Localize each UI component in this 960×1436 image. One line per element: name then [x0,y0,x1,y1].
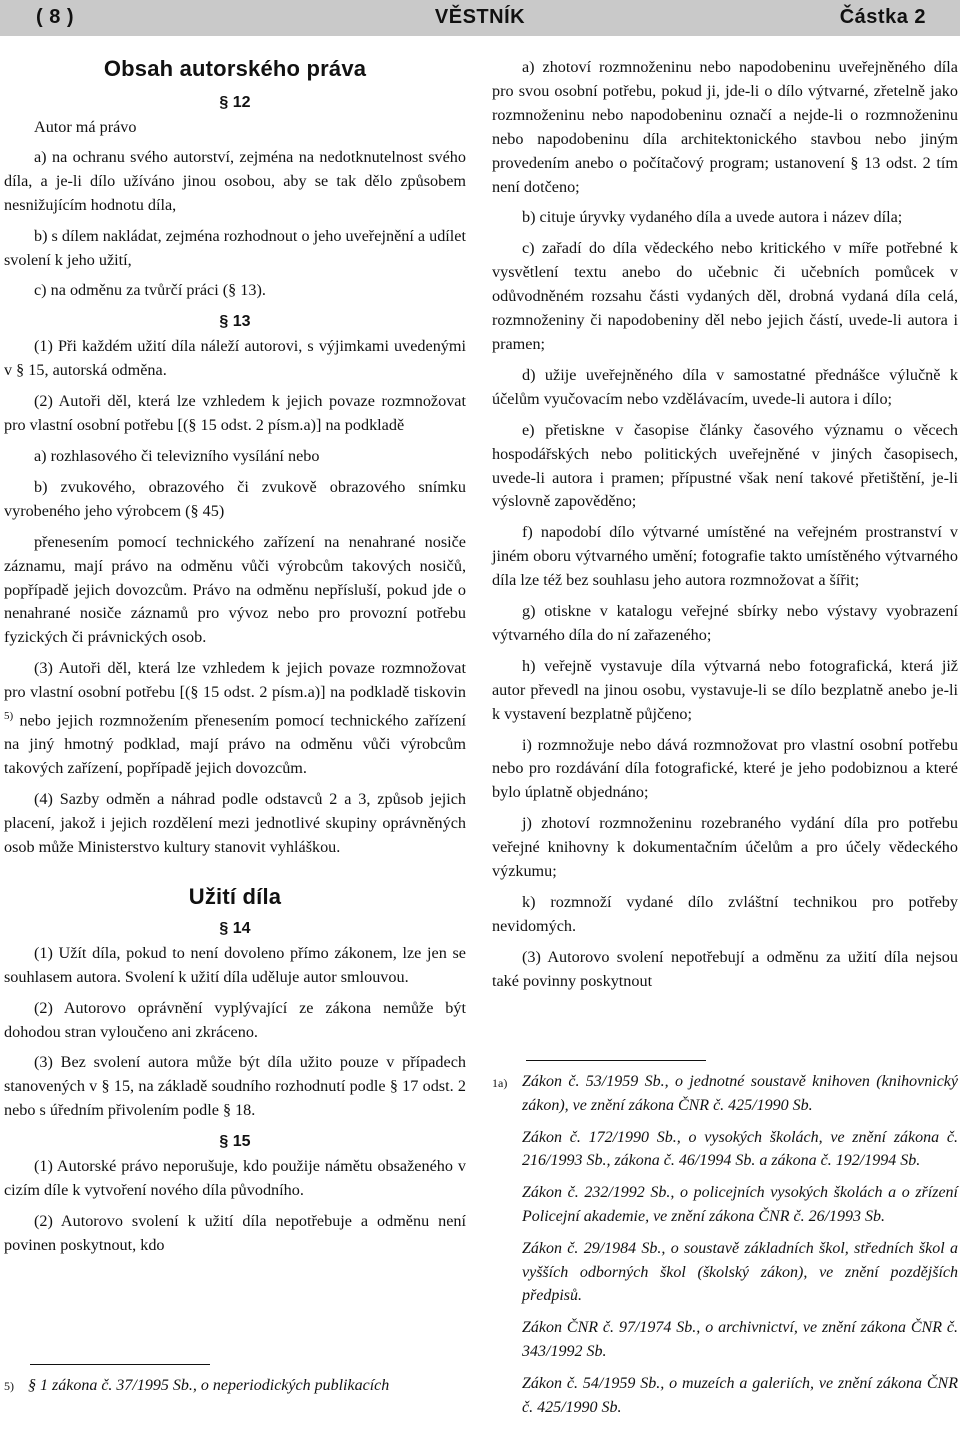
s12-heading: Autor má právo [34,118,137,136]
footnote-item: Zákon č. 53/1959 Sb., o jednotné soustavě knihoven (knihovnický zákon), ve znění zákona ČNR č. 425/1990 Sb. [522,1073,958,1114]
s15-item-b: b) cituje úryvky vydaného díla a uvede autora i název díla; [522,208,903,227]
footnote-mark-5: 5) [4,1379,14,1393]
s13-p1: (1) Při každém užití díla náleží autorovi, s výjimkami uvedenými v § 15, autorská odměna. [4,337,466,380]
page-number: ( 8 ) [36,6,75,28]
s14-p1: (1) Užít díla, pokud to není dovoleno přímo zákonem, lze jen se souhlasem autora. Svolení k užití díla uděluje autor smlouvou. [4,943,466,986]
footnote-item: Zákon č. 29/1984 Sb., o soustavě základních škol, středních škol a vyšších odborných škol (školský zákon), ve znění pozdějších předpisů. [522,1239,958,1305]
footnote-mark-1a: 1a) [492,1076,508,1090]
footnote-left [4,1374,466,1399]
s13-p3-text-start: (3) Autoři děl, která lze vzhledem k jejich povaze rozmnožovat pro vlastní osobní potřebu [(§ 15 odst. 2 písm.a)] na podkladě tiskovin [4,659,466,702]
s13-p3 [4,657,466,781]
s15-item-d: d) užije uveřejněného díla v samostatné přednášce výlučně k účelům vyučovacím nebo vzdělávacím, uvede-li autora i dílo; [492,365,958,408]
s13-p4: (4) Sazby odměn a náhrad podle odstavců 2 a 3, způsob jejich placení, jakož i jejich rozdělení mezi jednotlivé skupiny oprávněných osob může Ministerstvo kultury stanovit vyhláškou. [4,790,466,856]
footnote-right [492,1070,958,1427]
footnote-rule-left [30,1364,210,1365]
s15-item-g: g) otiskne v katalogu veřejné sbírky nebo výstavy vyobrazení výtvarného díla do ní zařazeného; [492,602,958,644]
section-title: Obsah autorského práva [103,56,367,81]
s15-p2: (2) Autorovo svolení k užití díla nepotřebuje a odměnu není povinen poskytnout, kdo [4,1212,466,1254]
issue-label: Částka 2 [839,6,926,28]
s15-item-a: a) zhotoví rozmnoženinu nebo napodobeninu uveřejněného díla pro svou osobní potřebu, pokud ji, jde-li o dílo výtvarné, zřetelně jako rozmnoženinu nebo napodobeninu označí a nejde-li o rozmnoženinu nebo napodobeninu díla architektonického stavbou nebo jiným provedením anebo o počítačový program; ustanovení § 13 odst. 2 tím není dotčeno; [492,58,958,196]
s15-item-f: f) napodobí dílo výtvarné umístěné na veřejném prostranství v jiném oboru výtvarného umění; fotografie takto umístěného výtvarného díla lze též bez souhlasu jeho autora rozmnožovat a šířit; [492,523,958,590]
paragraph-number-12: § 12 [219,94,251,111]
s13-p2a: a) rozhlasového či televizního vysílání nebo [34,446,320,465]
s15-item-i: i) rozmnožuje nebo dává rozmnožovat pro vlastní osobní potřebu nebo pro rozdávání díla fotografické, které je jeho podobiznou a které bylo úplatně objednáno; [492,735,958,802]
footnote-item: Zákon č. 54/1959 Sb., o muzeích a galeriích, ve znění zákona ČNR č. 425/1990 Sb. [522,1374,958,1416]
section-title-2: Užití díla [188,883,282,909]
page-header [0,0,960,36]
s12-item-b: b) s dílem nakládat, zejména rozhodnout o jeho uveřejnění a udílet svolení k jeho užití, [4,226,466,269]
publication-title: VĚSTNÍK [434,6,526,28]
footnote-text-5: § 1 zákona č. 37/1995 Sb., o neperiodických publikacích [28,1377,390,1394]
footnote-item: Zákon ČNR č. 97/1974 Sb., o archivnictví, ve znění zákona ČNR č. 343/1992 Sb. [522,1319,958,1360]
s15-item-j: j) zhotoví rozmnoženinu rozebraného vydání díla pro potřebu veřejné knihovny k dokumentačním účelům a pro účely vědeckého výzkumu; [492,814,958,881]
footnote-item: Zákon č. 172/1990 Sb., o vysokých školách, ve znění zákona č. 216/1993 Sb., zákona č. 46/1994 Sb. a zákona č. 192/1994 Sb. [522,1128,958,1170]
s13-p2: (2) Autoři děl, která lze vzhledem k jejich povaze rozmnožovat pro vlastní osobní potřebu [(§ 15 odst. 2 písm.a)] na podkladě [4,392,466,435]
paragraph-number-13: § 13 [219,313,251,331]
left-column [4,46,466,1265]
s15-item-c: c) zařadí do díla vědeckého nebo kritického v míře potřebné k vysvětlení textu anebo do učebnic či učebních pomůcek v odůvodněném rozsahu části vydaných děl, drobná vydaná díla celá, rozmnoženiny či napodobeniny děl nebo jejich částí, uvede-li autora i pramen; [492,239,958,353]
s15-item-e: e) přetiskne v časopise články časového významu o věcech hospodářských nebo politických uveřejněné v jiných časopisech, uvede-li autora i pramen; přípustné však není takové přetištění, je-li výslovně zapověděno; [492,420,958,511]
s15-p3: (3) Autorovo svolení nepotřebují a odměnu za užití díla nejsou také povinny poskytnout [492,947,958,990]
s15-item-k: k) rozmnoží vydané dílo zvláštní technikou pro potřeby nevidomých. [492,893,958,935]
footnote-ref-5: 5) [4,710,14,723]
s15-item-h: h) veřejně vystavuje díla výtvarná nebo fotografická, která již autor převedl na jinou osobu, vystavuje-li se dílo bezplatně anebo je-li k vystavení bezplatně půjčeno; [492,656,958,723]
s13-p2c: přenesením pomocí technického zařízení na nenahrané nosiče záznamu, mají právo na odměnu vůči výrobcům takových nosičů, popřípadě jejich dovozcům. Právo na odměnu nepřísluší, pokud jde o nenahrané nosiče záznamů pro vývoz nebo pro provozní potřebu fyzických či právnických osob. [4,532,466,647]
s14-p2: (2) Autorovo oprávnění vyplývající ze zákona nemůže být dohodou stran vyloučeno ani zkráceno. [4,998,466,1041]
s15-p1: (1) Autorské právo neporušuje, kdo použije námětu obsaženého v cizím díle k vytvoření nového díla původního. [4,1157,466,1200]
footnote-rule-right [526,1060,706,1061]
s12-item-a: a) na ochranu svého autorství, zejména na nedotknutelnost svého díla, a je-li dílo užíváno jinou osobou, aby se tak dělo způsobem nesnižujícím hodnotu díla, [4,147,466,214]
right-column [492,56,958,1001]
s14-p3: (3) Bez svolení autora může být díla užito pouze v případech stanovených v § 15, na základě soudního rozhodnutí podle § 17 odst. 2 nebo s úředním přivolením podle § 18. [4,1053,466,1120]
s12-item-c: c) na odměnu za tvůrčí práci (§ 13). [34,281,266,300]
paragraph-number-14: § 14 [219,919,251,937]
paragraph-number-15: § 15 [219,1133,251,1151]
s13-p3-text-end: nebo jejich rozmnožením přenesením pomocí technického zařízení na jiný hmotný podklad, mají právo na odměnu vůči výrobcům takových zařízení, popřípadě jejich dovozcům. [4,711,467,778]
footnote-item: Zákon č. 232/1992 Sb., o policejních vysokých školách a o zřízení Policejní akademie, ve znění zákona ČNR č. 26/1993 Sb. [522,1184,958,1225]
s13-p2b: b) zvukového, obrazového či zvukově obrazového snímku vyrobeného jeho výrobcem (§ 45) [4,477,466,520]
